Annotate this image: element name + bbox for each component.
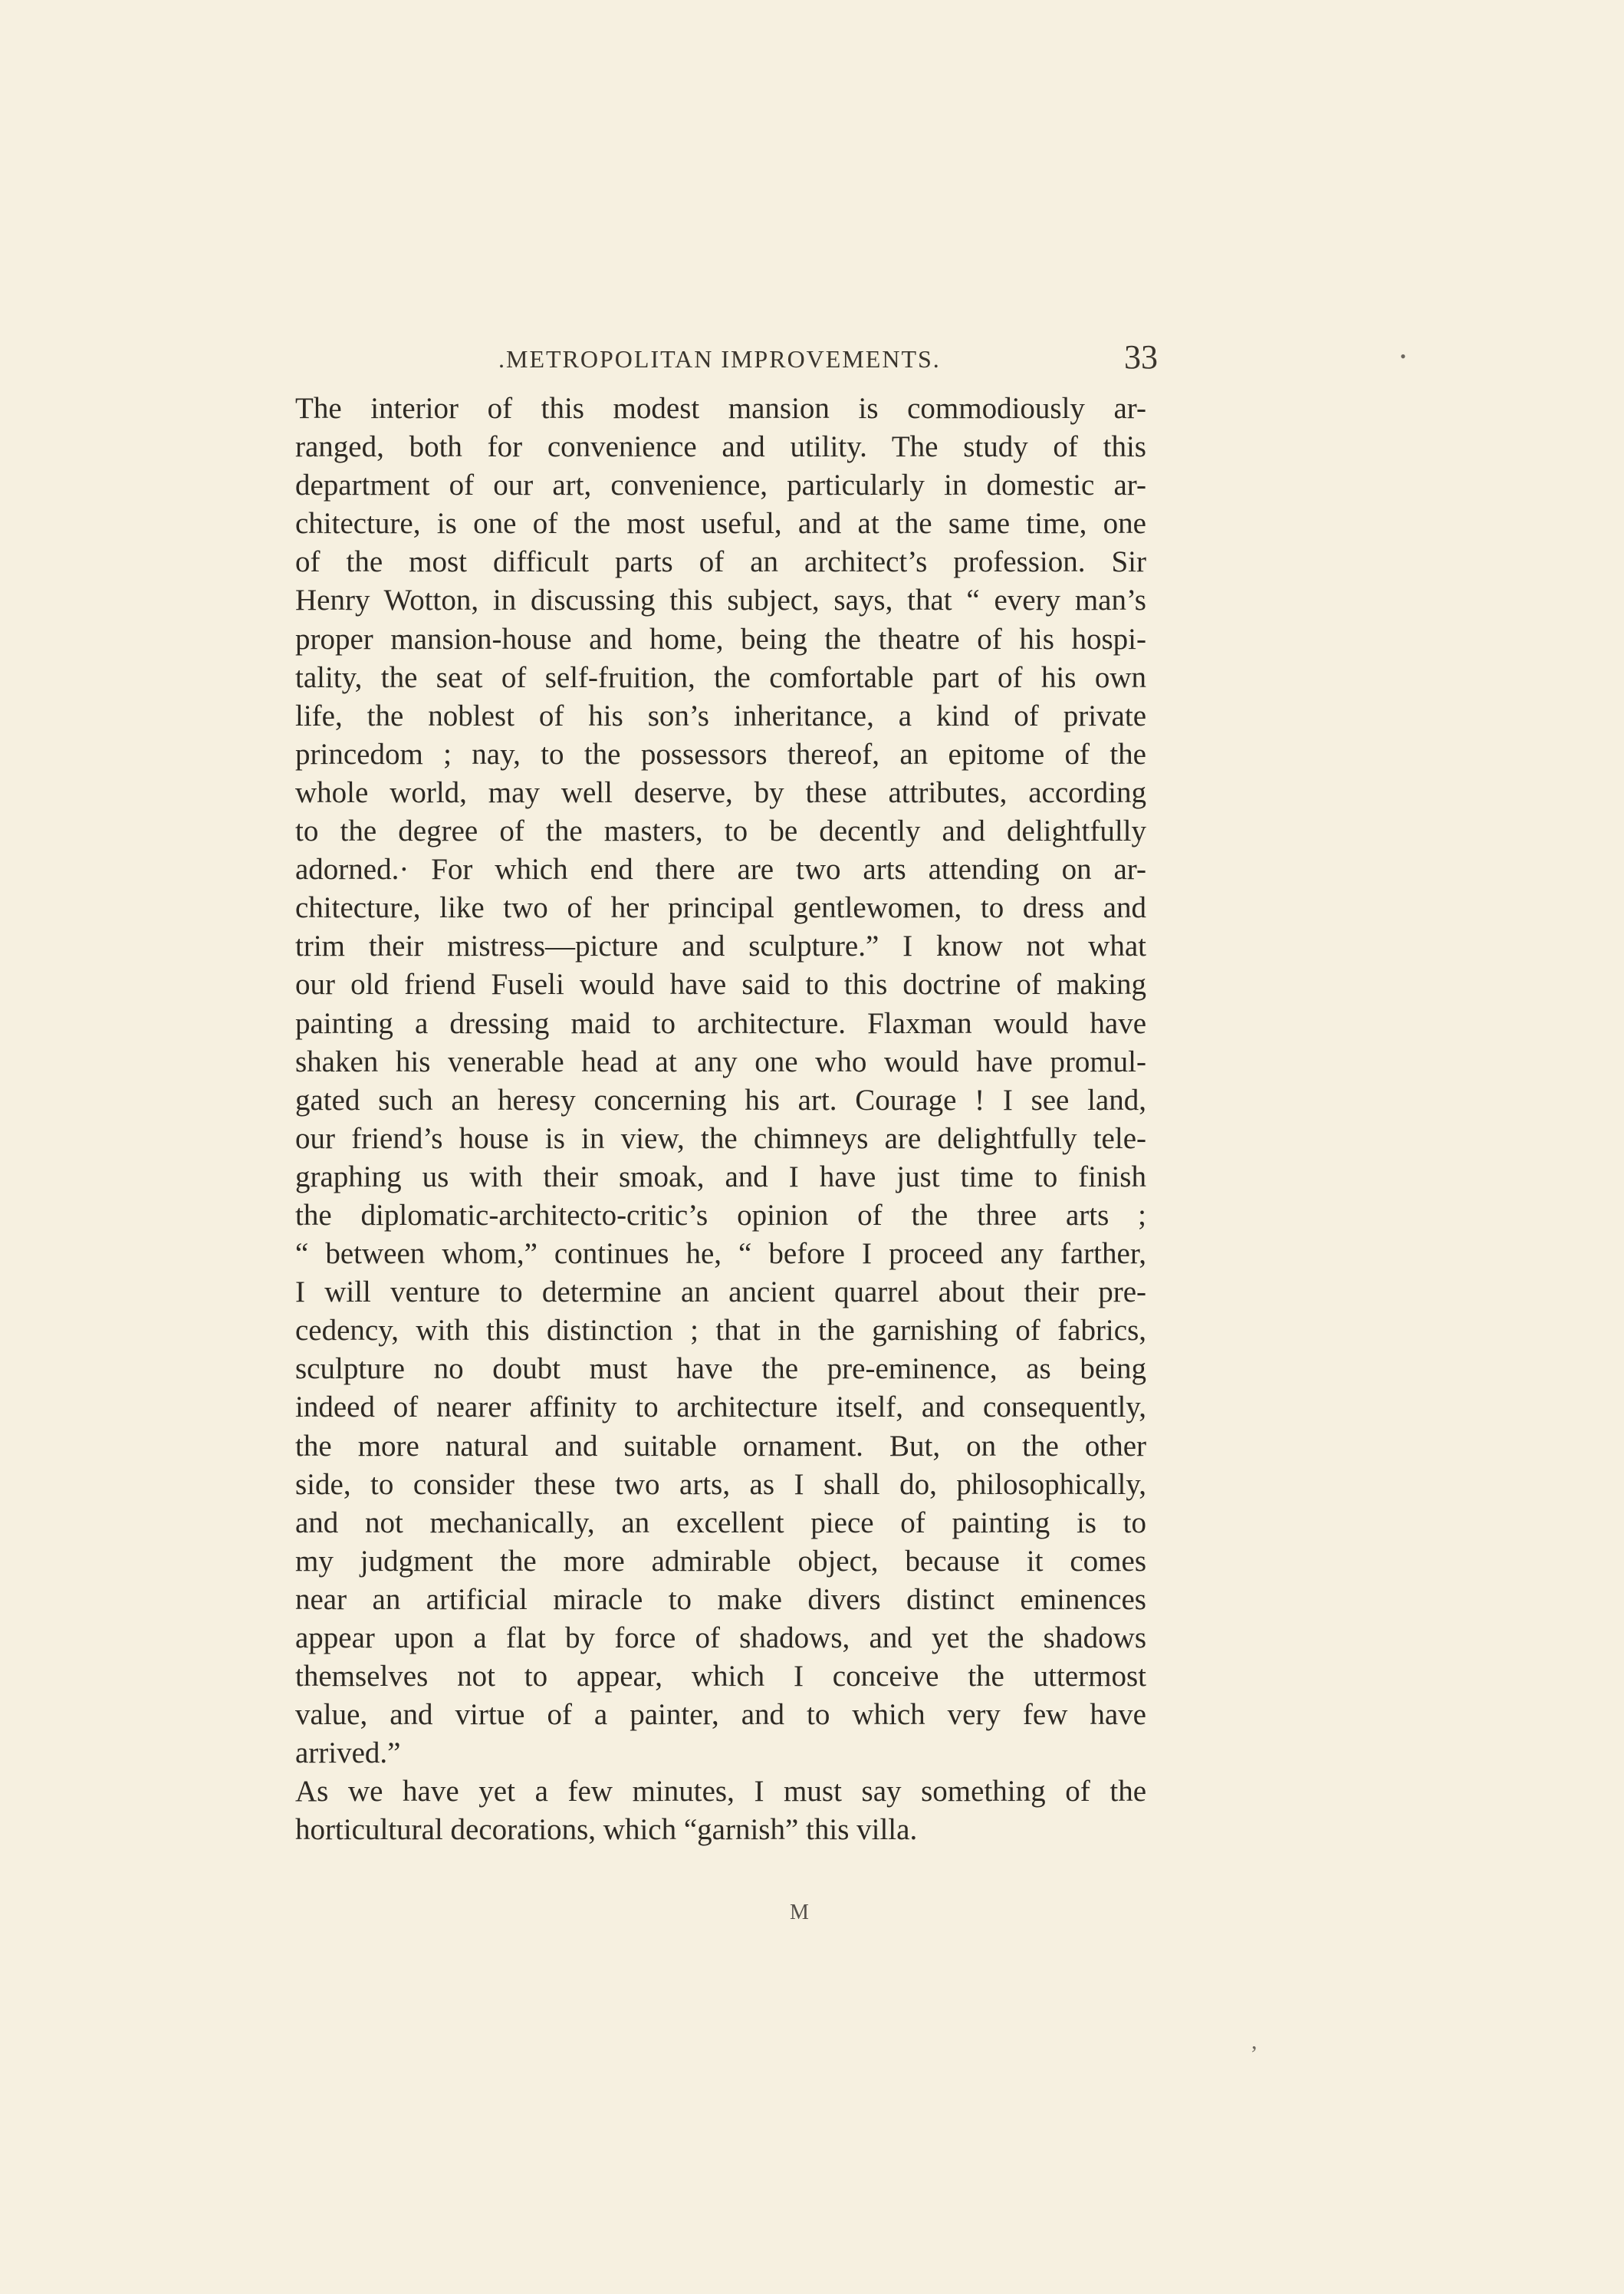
text-line: tality, the seat of self-fruition, the comfortable part of his own [295, 660, 1146, 694]
text-line: near an artificial miracle to make divers distinct eminences [295, 1582, 1146, 1616]
text-line: arrived.” [295, 1736, 401, 1770]
text-line: horticultural decorations, which “garnish” this villa. [295, 1813, 918, 1847]
text-line: chitecture, like two of her principal gentlewomen, to dress and [295, 891, 1146, 925]
text-line: value, and virtue of a painter, and to which very few have [295, 1698, 1146, 1732]
text-line: “ between whom,” continues he, “ before I proceed any farther, [295, 1237, 1146, 1271]
text-line: my judgment the more admirable object, because it comes [295, 1544, 1146, 1578]
text-line: themselves not to appear, which I conceive the uttermost [295, 1660, 1146, 1693]
text-line: gated such an heresy concerning his art. Courage ! I see land, [295, 1083, 1146, 1117]
text-line: cedency, with this distinction ; that in the garnishing of fabrics, [295, 1314, 1146, 1348]
body-text [295, 390, 1146, 1850]
speck-mark: • [1400, 347, 1406, 366]
running-head [291, 337, 1158, 383]
text-line: sculpture no doubt must have the pre-eminence, as being [295, 1352, 1146, 1386]
text-line: adorned.· For which end there are two arts attending on ar- [295, 853, 1146, 887]
text-line: to the degree of the masters, to be decently and delightfully [295, 815, 1146, 848]
text-line: princedom ; nay, to the possessors thereof, an epitome of the [295, 737, 1146, 771]
text-line: As we have yet a few minutes, I must say something of the [295, 1775, 1146, 1809]
text-line: the diplomatic-architecto-critic’s opinion of the three arts ; [295, 1198, 1146, 1232]
speck-mark: , [1251, 2029, 1257, 2054]
text-line: side, to consider these two arts, as I shall do, philosophically, [295, 1467, 1146, 1501]
text-line: Henry Wotton, in discussing this subject, says, that “ every man’s [295, 584, 1146, 617]
text-line: the more natural and suitable ornament. But, on the other [295, 1429, 1146, 1463]
text-line: graphing us with their smoak, and I have just time to finish [295, 1160, 1146, 1193]
text-line: ranged, both for convenience and utility. The study of this [295, 430, 1146, 464]
text-line: appear upon a flat by force of shadows, and yet the shadows [295, 1621, 1146, 1654]
text-line: of the most difficult parts of an architect’s profession. Sir [295, 545, 1146, 579]
text-line: I will venture to determine an ancient quarrel about their pre- [295, 1275, 1146, 1309]
text-line: and not mechanically, an excellent piece of painting is to [295, 1506, 1146, 1539]
text-line: proper mansion-house and home, being the theatre of his hospi- [295, 622, 1146, 656]
text-line: trim their mistress—picture and sculpture.” I know not what [295, 930, 1146, 963]
text-line: our friend’s house is in view, the chimneys are delightfully tele- [295, 1121, 1146, 1155]
signature-mark: M [790, 1901, 809, 1924]
text-line: painting a dressing maid to architecture. Flaxman would have [295, 1006, 1146, 1040]
text-line: chitecture, is one of the most useful, and at the same time, one [295, 507, 1146, 541]
text-line: whole world, may well deserve, by these attributes, according [295, 775, 1146, 809]
text-line: shaken his venerable head at any one who would have promul- [295, 1045, 1146, 1078]
running-title: .METROPOLITAN IMPROVEMENTS. [498, 345, 941, 373]
text-line: our old friend Fuseli would have said to this doctrine of making [295, 968, 1146, 1002]
page-number: 33 [1124, 338, 1158, 376]
text-line: life, the noblest of his son’s inheritance, a kind of private [295, 699, 1146, 732]
text-line: department of our art, convenience, particularly in domestic ar- [295, 469, 1146, 502]
text-line: indeed of nearer affinity to architecture itself, and consequently, [295, 1391, 1146, 1424]
text-line: The interior of this modest mansion is commodiously ar- [295, 392, 1146, 425]
